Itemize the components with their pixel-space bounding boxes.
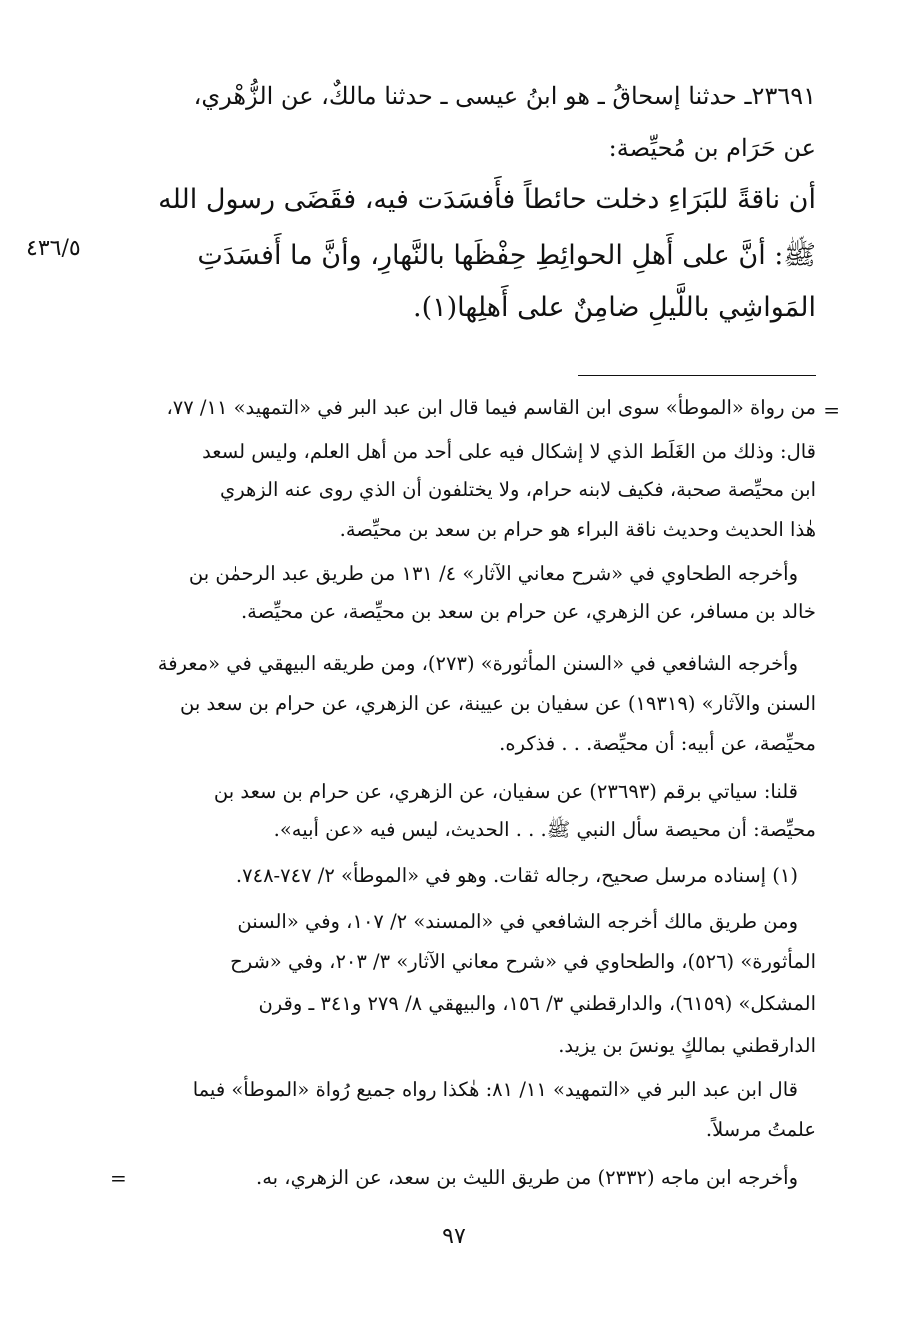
footnote-line: قلنا: سياتي برقم (٢٣٦٩٣) عن سفيان، عن الزهري، عن حرام بن سعد بن [213,780,798,803]
footnote-line: ومن طريق مالك أخرجه الشافعي في «المسند» ٢/ ١٠٧، وفي «السنن [237,910,798,933]
footnote-separator-rule [578,375,816,376]
hadith-isnad-line-1: ٢٣٦٩١ـ حدثنا إسحاقُ ـ هو ابنُ عيسى ـ حدثنا مالكٌ، عن الزُّهْري، [193,82,816,110]
footnote-line: قال: وذلك من الغَلَط الذي لا إشكال فيه على أحد من أهل العلم، وليس لسعد [202,440,816,463]
footnote-line: وأخرجه الشافعي في «السنن المأثورة» (٢٧٣)، ومن طريقه البيهقي في «معرفة [157,652,798,675]
footnote-line: المشكل» (٦١٥٩)، والدارقطني ٣/ ١٥٦، والبيهقي ٨/ ٢٧٩ و٣٤١ ـ وقرن [258,992,816,1015]
footnote-line: الدارقطني بمالكٍ يونسَ بن يزيد. [558,1034,816,1057]
hadith-isnad-line-2: عن حَرَام بن مُحيِّصة: [608,134,816,162]
footnote-line: قال ابن عبد البر في «التمهيد» ١١/ ٨١: هٰكذا رواه جميع رُواة «الموطأ» فيما [192,1078,798,1101]
footnote-line: محيِّصة، عن أبيه: أن محيِّصة. . . فذكره. [499,732,816,755]
margin-volume-page-reference: ٤٣٦/٥ [26,236,81,261]
footnote-line: وأخرجه ابن ماجه (٢٣٣٢) من طريق الليث بن سعد، عن الزهري، به. [256,1166,798,1189]
footnote-continuation-mark: = [823,398,840,422]
footnote-line: ابن محيِّصة صحبة، فكيف لابنه حرام، ولا يختلفون أن الذي روى عنه الزهري [219,478,816,501]
footnote-line: من رواة «الموطأ» سوى ابن القاسم فيما قال ابن عبد البر في «التمهيد» ١١/ ٧٧، [166,396,816,419]
footnote-line: السنن والآثار» (١٩٣١٩) عن سفيان بن عيينة، عن الزهري، عن حرام بن سعد بن [180,692,816,715]
footnote-line: المأثورة» (٥٢٦)، والطحاوي في «شرح معاني الآثار» ٣/ ٢٠٣، وفي «شرح [230,950,816,973]
footnote-line: هٰذا الحديث وحديث ناقة البراء هو حرام بن سعد بن محيِّصة. [339,518,816,541]
footnote-line: وأخرجه الطحاوي في «شرح معاني الآثار» ٤/ ١٣١ من طريق عبد الرحمٰن بن [188,562,798,585]
footnote-line: خالد بن مسافر، عن الزهري، عن حرام بن سعد بن محيِّصة، عن محيِّصة. [240,600,816,623]
footnote-line: علمتُ مرسلاً. [705,1118,816,1141]
footnote-continues-mark: = [110,1166,127,1190]
footnote-line: محيِّصة: أن محيصة سأل النبي ﷺ. . . الحديث، ليس فيه «عن أبيه». [273,818,816,841]
hadith-matn-line-1: أن ناقةً للبَرَاءِ دخلت حائطاً فأَفسَدَت فيه، فقَضَى رسول الله [158,184,816,215]
footnote-1-start: (١) إسناده مرسل صحيح، رجاله ثقات. وهو في «الموطأ» ٢/ ٧٤٧-٧٤٨. [235,864,798,887]
hadith-matn-line-3: المَواشِي باللَّيلِ ضامِنٌ على أَهلِها(١). [413,292,816,323]
hadith-matn-line-2: ﷺ: أنَّ على أَهلِ الحوائِطِ حِفْظَها بالنَّهارِ، وأنَّ ما أَفسَدَتِ [197,240,816,271]
page-number: ٩٧ [442,1224,466,1249]
